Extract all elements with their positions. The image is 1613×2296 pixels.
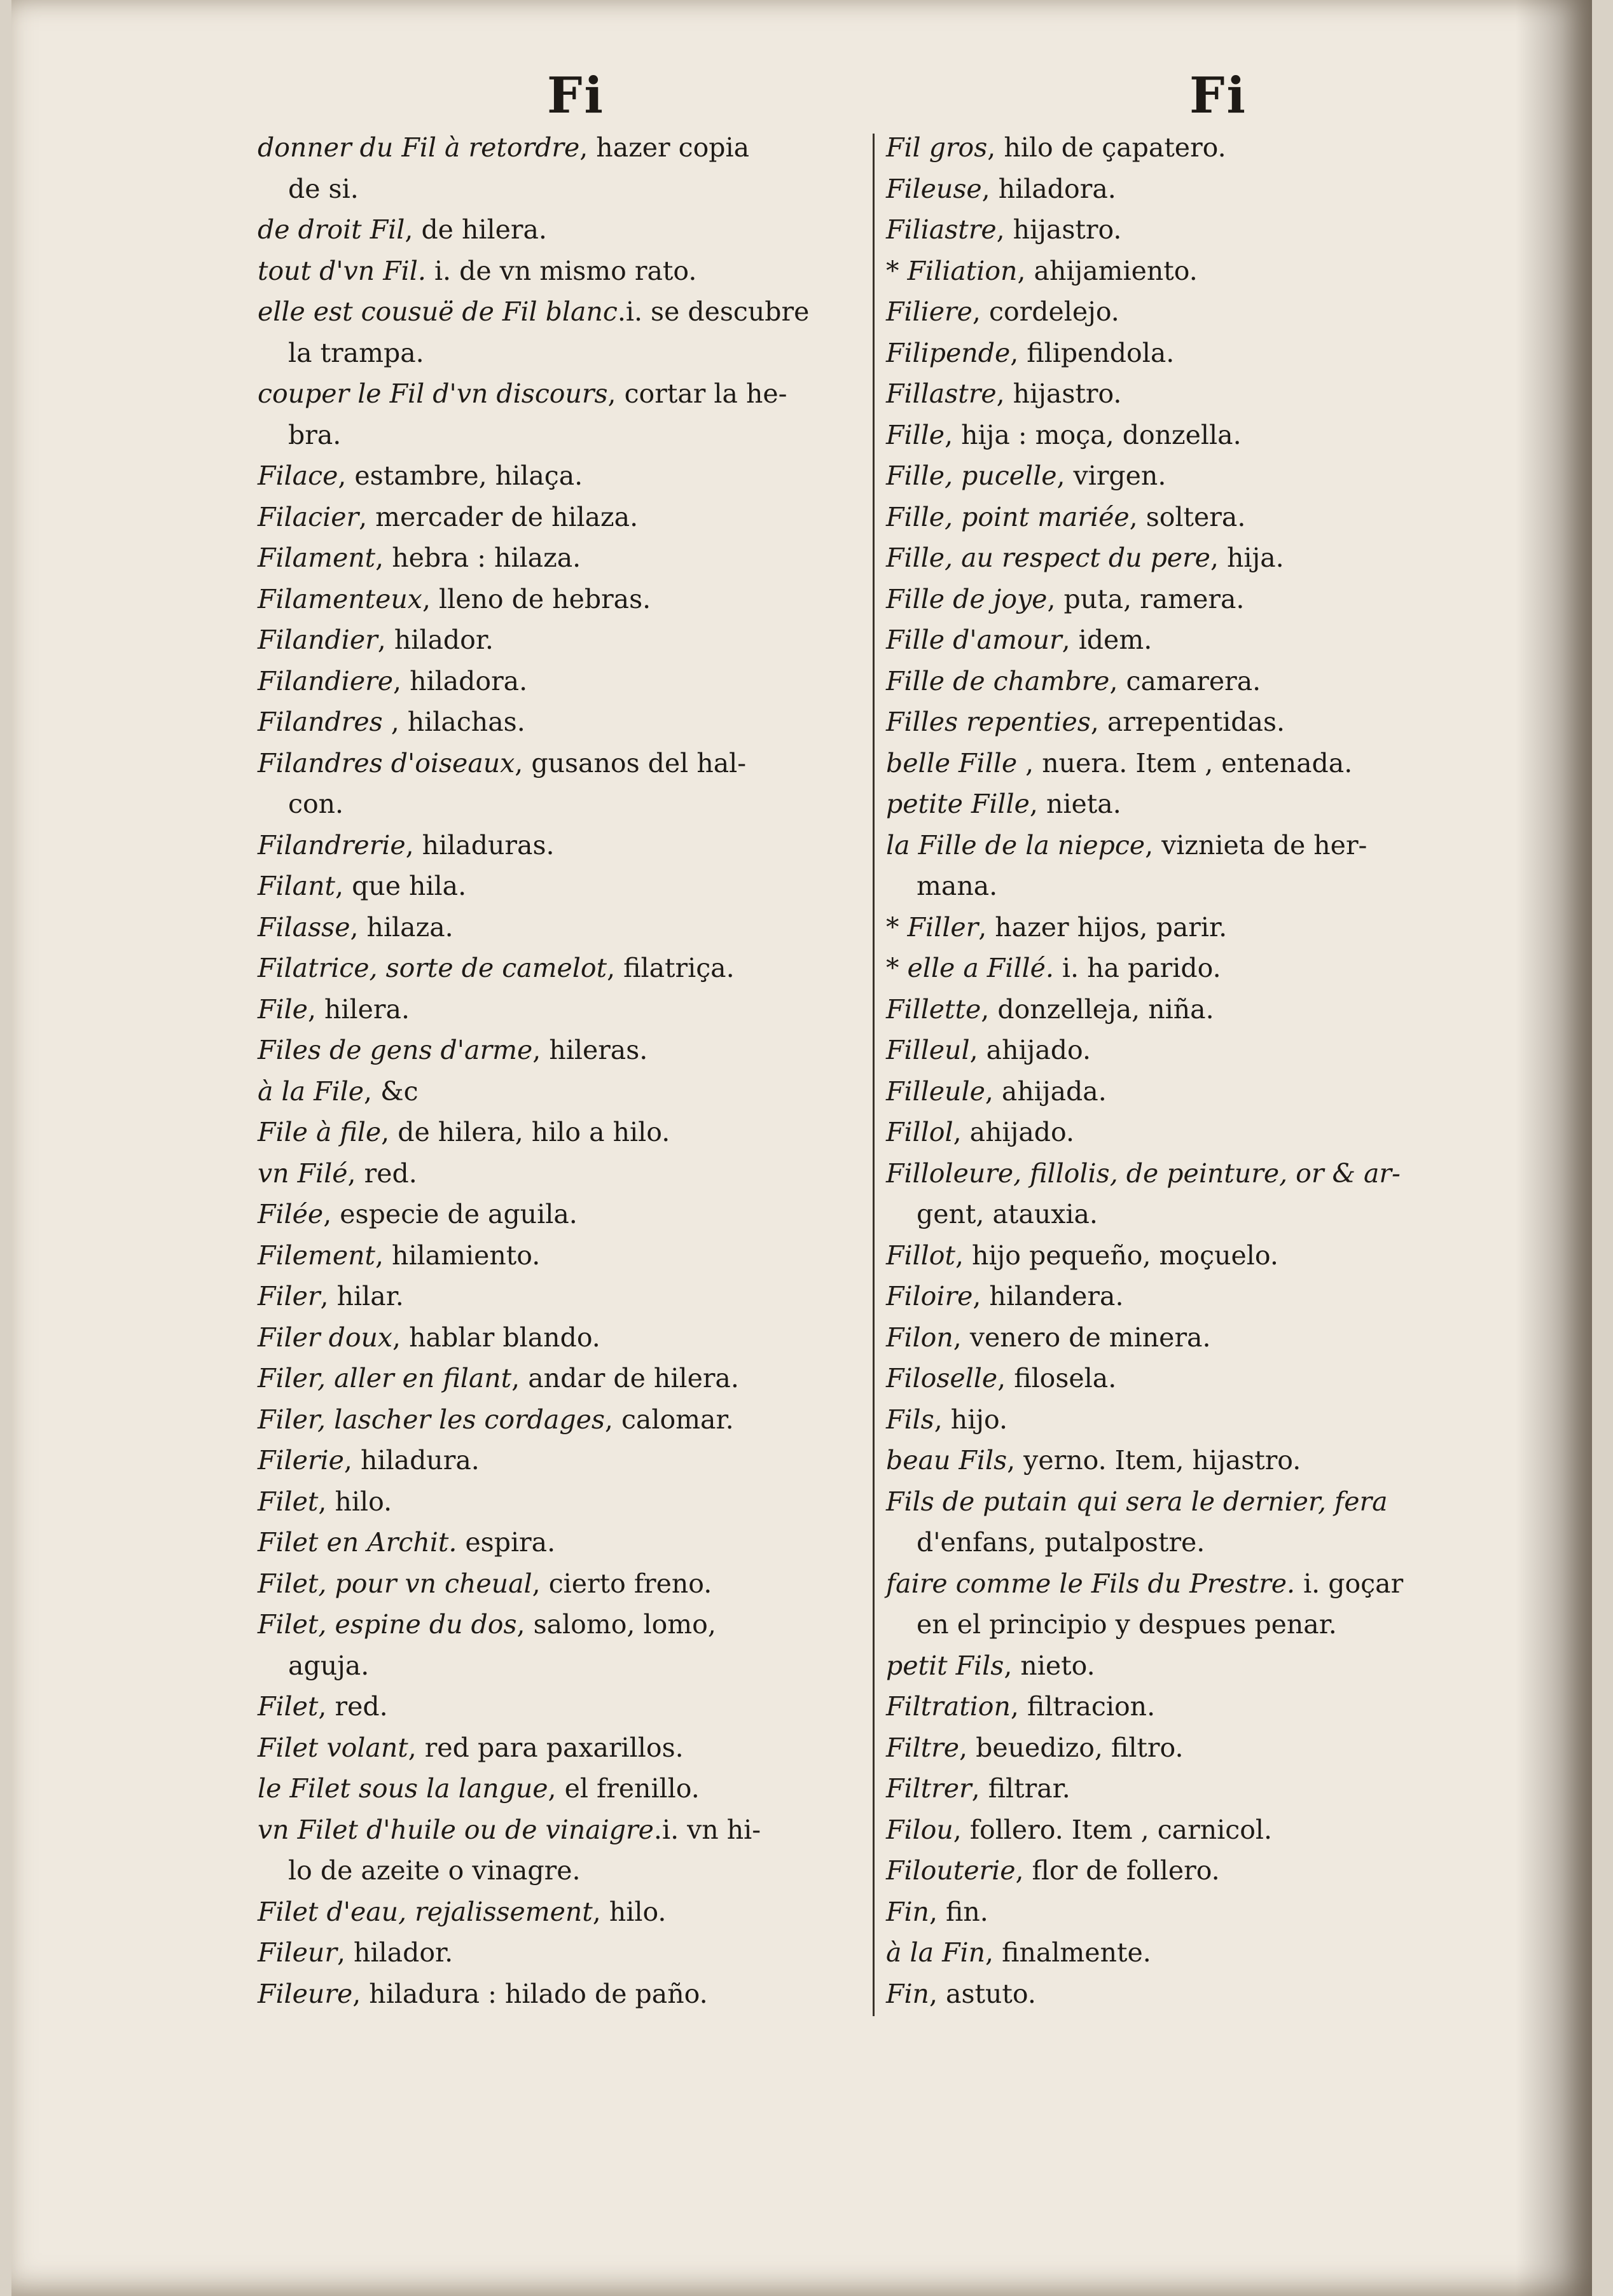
- entry-gloss: , cortar la he-: [607, 378, 787, 409]
- dictionary-entry: [258, 989, 868, 1030]
- dictionary-entry: [258, 1276, 868, 1317]
- dictionary-entry: [258, 1358, 868, 1399]
- entry-gloss: , nieto.: [1004, 1650, 1095, 1681]
- entry-headword: File: [258, 993, 308, 1025]
- entry-headword: Fillastre: [886, 378, 997, 409]
- dictionary-entry: [886, 333, 1497, 374]
- dictionary-entry: [258, 1809, 868, 1851]
- entry-gloss: , el frenillo.: [548, 1773, 700, 1804]
- entry-headword: Filon: [886, 1322, 953, 1353]
- dictionary-entry: [258, 1317, 868, 1359]
- entry-gloss: , hiladora.: [981, 173, 1116, 204]
- entry-headword: Fille, pucelle: [886, 460, 1057, 491]
- dictionary-entry: [886, 251, 1497, 292]
- entry-gloss: , hazer copia: [579, 132, 750, 163]
- dictionary-entry: [886, 1071, 1497, 1112]
- entry-headword: Fils de putain qui sera le dernier, fera: [886, 1486, 1388, 1517]
- entry-headword: Filerie: [258, 1445, 344, 1476]
- dictionary-entry: [258, 1399, 868, 1441]
- entry-headword: Fillol: [886, 1117, 953, 1147]
- dictionary-entry: [886, 1153, 1497, 1194]
- entry-headword: Filant: [258, 871, 335, 901]
- entry-headword: Filandres d'oiseaux: [258, 747, 515, 778]
- entry-gloss: i. goçar: [1295, 1568, 1404, 1599]
- entry-headword: Fil gros: [886, 132, 988, 163]
- dictionary-entry: [886, 1727, 1497, 1769]
- entry-gloss: , andar de hilera.: [511, 1363, 739, 1394]
- entry-gloss: , &c: [364, 1075, 419, 1107]
- entry-gloss: , que hila.: [335, 871, 467, 901]
- dictionary-entry: [886, 415, 1497, 456]
- entry-headword: * elle a Fillé.: [886, 953, 1054, 983]
- entry-gloss: , ahijamiento.: [1017, 255, 1198, 286]
- dictionary-entry: [258, 455, 868, 497]
- dictionary-entry: [886, 579, 1497, 620]
- entry-headword: Filoire: [886, 1281, 973, 1311]
- dictionary-entry: [258, 661, 868, 702]
- entry-gloss: de si.: [288, 173, 359, 204]
- entry-gloss: , red para paxarillos.: [408, 1732, 684, 1763]
- entry-gloss: , puta, ramera.: [1047, 583, 1245, 614]
- entry-headword: File à file: [258, 1117, 382, 1147]
- entry-headword: Filement: [258, 1240, 375, 1271]
- entry-headword: Filleule: [886, 1075, 985, 1107]
- entry-headword: Filament: [258, 543, 376, 573]
- entry-headword: Fileuse: [886, 173, 982, 204]
- entry-headword: Filipende: [886, 337, 1011, 368]
- dictionary-entry: [886, 1481, 1497, 1523]
- entry-headword: Fille de chambre: [886, 665, 1110, 696]
- dictionary-entry: [258, 1071, 868, 1112]
- dictionary-entry: [258, 373, 868, 415]
- dictionary-entry: [258, 497, 868, 538]
- entry-gloss: , hijo.: [934, 1404, 1008, 1435]
- dictionary-entry: [886, 1891, 1497, 1933]
- entry-headword: Filles repenties: [886, 707, 1091, 737]
- dictionary-entry: [886, 537, 1497, 579]
- entry-gloss: , nieta.: [1029, 789, 1121, 819]
- entry-gloss: , gusanos del hal-: [515, 747, 747, 778]
- entry-headword: faire comme le Fils du Prestre.: [886, 1568, 1296, 1599]
- dictionary-entry: [886, 825, 1497, 866]
- dictionary-entry: [886, 989, 1497, 1030]
- dictionary-entry: [258, 825, 868, 866]
- entry-gloss: espira.: [457, 1527, 556, 1558]
- entry-gloss: , hilaza.: [350, 911, 453, 943]
- dictionary-entry: [258, 1235, 868, 1276]
- entry-gloss: , virgen.: [1056, 460, 1166, 491]
- dictionary-entry: [258, 1891, 868, 1933]
- entry-gloss: , arrepentidas.: [1090, 707, 1285, 737]
- entry-headword: Filet, espine du dos: [258, 1609, 517, 1640]
- entry-headword: Filoselle: [886, 1363, 998, 1394]
- dictionary-entry: [258, 1563, 868, 1605]
- entry-gloss: , de hilera.: [405, 214, 547, 245]
- entry-headword: Filiastre: [886, 214, 997, 245]
- entry-headword: Filloleure, fillolis, de peinture, or & ar-: [886, 1158, 1401, 1189]
- entry-gloss: .i. vn hi-: [653, 1814, 761, 1845]
- entry-gloss: , hilar.: [320, 1281, 404, 1311]
- entry-headword: Filtre: [886, 1732, 960, 1763]
- entry-gloss: , soltera.: [1129, 501, 1246, 532]
- entry-headword: Fille: [886, 419, 945, 450]
- entry-gloss: , nuera. Item , entenada.: [1017, 747, 1353, 778]
- entry-gloss: , filipendola.: [1010, 337, 1175, 368]
- entry-headword: Fillot: [886, 1240, 955, 1271]
- entry-headword: Files de gens d'arme: [258, 1035, 533, 1065]
- entry-headword: Fileur: [258, 1937, 337, 1968]
- entry-gloss: i. de vn mismo rato.: [426, 255, 697, 286]
- entry-headword: belle Fille: [886, 747, 1018, 778]
- entry-headword: petit Fils: [886, 1650, 1004, 1681]
- entry-headword: Fille, au respect du pere: [886, 543, 1210, 573]
- entry-headword: Filou: [886, 1814, 953, 1845]
- entry-headword: Fille, point mariée: [886, 501, 1130, 532]
- dictionary-entry: [886, 291, 1497, 333]
- entry-gloss: , hilachas.: [382, 707, 525, 737]
- dictionary-entry: [886, 1440, 1497, 1481]
- dictionary-entry: [258, 1194, 868, 1235]
- entry-headword: Fileure: [258, 1978, 353, 2009]
- entry-gloss: , cierto freno.: [532, 1568, 712, 1599]
- entry-headword: Filée: [258, 1199, 324, 1229]
- entry-gloss: , hijo pequeño, moçuelo.: [955, 1240, 1278, 1271]
- entry-gloss: lo de azeite o vinagre.: [288, 1855, 581, 1886]
- dictionary-entry: [886, 702, 1497, 743]
- dictionary-entry: [258, 209, 868, 251]
- dictionary-entry: [258, 1481, 868, 1523]
- dictionary-entry: [886, 743, 1497, 784]
- entry-continuation: [886, 1522, 1497, 1563]
- entry-gloss: , filatriça.: [607, 953, 735, 983]
- dictionary-entry: [886, 1974, 1497, 2015]
- entry-gloss: , ahijado.: [969, 1035, 1091, 1065]
- entry-gloss: , follero. Item , carnicol.: [953, 1814, 1273, 1845]
- dictionary-entry: [258, 1727, 868, 1769]
- entry-gloss: mana.: [917, 871, 998, 901]
- entry-continuation: [258, 169, 868, 210]
- entry-gloss: , hilandera.: [973, 1281, 1124, 1311]
- running-head-left: Fi: [547, 67, 606, 125]
- column-rule: [873, 134, 875, 2016]
- entry-continuation: [886, 1194, 1497, 1235]
- dictionary-entry: [258, 1440, 868, 1481]
- dictionary-entry: [886, 209, 1497, 251]
- entry-gloss: , filtracion.: [1010, 1691, 1156, 1722]
- entry-headword: vn Filé: [258, 1158, 348, 1189]
- dictionary-entry: [886, 907, 1497, 948]
- entry-headword: donner du Fil à retordre: [258, 132, 580, 163]
- entry-gloss: , hablar blando.: [392, 1322, 600, 1353]
- entry-gloss: , hija : moça, donzella.: [945, 419, 1242, 450]
- entry-gloss: , flor de follero.: [1015, 1855, 1220, 1886]
- dictionary-entry: [886, 1235, 1497, 1276]
- entry-gloss: , red.: [318, 1691, 388, 1722]
- entry-headword: petite Fille: [886, 789, 1030, 819]
- entry-headword: Filer, lascher les cordages: [258, 1404, 605, 1435]
- dictionary-entry: [258, 1604, 868, 1645]
- dictionary-entry: [258, 127, 868, 169]
- entry-gloss: , cordelejo.: [972, 296, 1119, 327]
- entry-headword: * Filler: [886, 911, 979, 943]
- entry-headword: Filouterie: [886, 1855, 1016, 1886]
- dictionary-entry: [258, 1112, 868, 1153]
- dictionary-entry: [886, 619, 1497, 661]
- entry-headword: de droit Fil: [258, 214, 405, 245]
- entry-gloss: , yerno. Item, hijastro.: [1007, 1445, 1301, 1476]
- entry-gloss: d'enfans, putalpostre.: [917, 1527, 1205, 1558]
- dictionary-entry: [886, 1932, 1497, 1974]
- dictionary-entry: [258, 948, 868, 989]
- entry-gloss: , hijastro.: [996, 378, 1122, 409]
- entry-headword: à la Fin: [886, 1937, 986, 1968]
- dictionary-entry: [886, 1809, 1497, 1851]
- entry-gloss: aguja.: [288, 1650, 370, 1681]
- dictionary-entry: [886, 1768, 1497, 1809]
- entry-gloss: , hija.: [1210, 543, 1284, 573]
- dictionary-entry: [258, 1686, 868, 1727]
- entry-gloss: , camarera.: [1109, 665, 1261, 696]
- dictionary-entry: [258, 291, 868, 333]
- dictionary-entry: [886, 169, 1497, 210]
- entry-continuation: [258, 333, 868, 374]
- dictionary-entry: [258, 1522, 868, 1563]
- entry-gloss: i. ha parido.: [1053, 953, 1221, 983]
- entry-gloss: , hiladura : hilado de paño.: [352, 1978, 708, 2009]
- entry-headword: Fille de joye: [886, 583, 1048, 614]
- entry-gloss: , hilo.: [592, 1896, 667, 1927]
- entry-gloss: , idem.: [1062, 625, 1153, 655]
- entry-gloss: , finalmente.: [985, 1937, 1151, 1968]
- entry-continuation: [886, 1604, 1497, 1645]
- dictionary-entry: [886, 1317, 1497, 1359]
- dictionary-entry: [886, 1686, 1497, 1727]
- entry-continuation: [258, 1645, 868, 1687]
- entry-headword: beau Fils: [886, 1445, 1007, 1476]
- entry-gloss: , hilera.: [307, 993, 410, 1025]
- dictionary-entry: [258, 1153, 868, 1194]
- entry-headword: à la File: [258, 1075, 364, 1107]
- entry-gloss: .i. se descubre: [617, 296, 810, 327]
- entry-headword: * Filiation: [886, 255, 1018, 286]
- right-entries: [886, 127, 1497, 2014]
- dictionary-entry: [258, 1030, 868, 1071]
- entry-continuation: [258, 415, 868, 456]
- dictionary-entry: [258, 619, 868, 661]
- dictionary-entry: [886, 948, 1497, 989]
- entry-headword: vn Filet d'huile ou de vinaigre: [258, 1814, 654, 1845]
- dictionary-entry: [886, 1358, 1497, 1399]
- dictionary-entry: [886, 1030, 1497, 1071]
- entry-gloss: , ahijado.: [953, 1117, 1075, 1147]
- entry-gloss: , hilador.: [377, 625, 494, 655]
- dictionary-entry: [258, 1768, 868, 1809]
- entry-headword: Filet: [258, 1486, 319, 1517]
- dictionary-entry: [886, 784, 1497, 825]
- dictionary-entry: [886, 373, 1497, 415]
- running-head-right: Fi: [1189, 67, 1248, 125]
- entry-headword: Filatrice, sorte de camelot: [258, 953, 607, 983]
- dictionary-entry: [258, 702, 868, 743]
- dictionary-entry: [886, 455, 1497, 497]
- dictionary-entry: [258, 1974, 868, 2015]
- dictionary-entry: [258, 866, 868, 907]
- entry-gloss: , hijastro.: [996, 214, 1122, 245]
- entry-headword: Filamenteux: [258, 583, 422, 614]
- entry-gloss: gent, atauxia.: [917, 1199, 1098, 1229]
- entry-gloss: , mercader de hilaza.: [359, 501, 639, 532]
- entry-gloss: , de hilera, hilo a hilo.: [381, 1117, 670, 1147]
- entry-gloss: , hiladura.: [343, 1445, 480, 1476]
- entry-gloss: , beuedizo, filtro.: [959, 1732, 1184, 1763]
- entry-headword: Filandiere: [258, 665, 394, 696]
- entry-gloss: , hiladuras.: [405, 829, 555, 861]
- entry-headword: Filet volant: [258, 1732, 408, 1763]
- entry-headword: Filer, aller en filant: [258, 1363, 512, 1394]
- entry-gloss: , lleno de hebras.: [422, 583, 651, 614]
- entry-headword: Filet, pour vn cheual: [258, 1568, 532, 1599]
- entry-headword: Filasse: [258, 911, 350, 943]
- entry-gloss: , hilo.: [318, 1486, 392, 1517]
- entry-continuation: [886, 866, 1497, 907]
- entry-gloss: , hilamiento.: [375, 1240, 541, 1271]
- entry-gloss: , donzelleja, niña.: [981, 993, 1214, 1025]
- dictionary-entry: [886, 1563, 1497, 1605]
- entry-gloss: , salomo, lomo,: [516, 1609, 716, 1640]
- entry-headword: Filet en Archit.: [258, 1527, 457, 1558]
- entry-headword: Filtration: [886, 1691, 1011, 1722]
- entry-continuation: [258, 1850, 868, 1891]
- dictionary-entry: [886, 1276, 1497, 1317]
- entry-gloss: , filosela.: [997, 1363, 1117, 1394]
- entry-headword: le Filet sous la langue: [258, 1773, 548, 1804]
- entry-headword: tout d'vn Fil.: [258, 255, 426, 286]
- entry-gloss: , hiladora.: [393, 665, 528, 696]
- entry-gloss: , hebra : hilaza.: [375, 543, 581, 573]
- dictionary-entry: [886, 1112, 1497, 1153]
- entry-continuation: [258, 784, 868, 825]
- dictionary-entry: [886, 1645, 1497, 1687]
- entry-headword: Filet d'eau, rejalissement: [258, 1896, 593, 1927]
- entry-headword: Fillette: [886, 993, 981, 1025]
- entry-gloss: , estambre, hilaça.: [338, 460, 583, 491]
- entry-gloss: , hilador.: [336, 1937, 453, 1968]
- entry-headword: Fils: [886, 1404, 934, 1435]
- dictionary-entry: [258, 1932, 868, 1974]
- entry-gloss: , hilo de çapatero.: [987, 132, 1226, 163]
- dictionary-entry: [886, 127, 1497, 169]
- entry-headword: la Fille de la niepce: [886, 829, 1146, 861]
- entry-gloss: , astuto.: [929, 1978, 1036, 2009]
- entry-headword: elle est cousuë de Fil blanc: [258, 296, 618, 327]
- entry-headword: Filleul: [886, 1035, 970, 1065]
- dictionary-entry: [258, 251, 868, 292]
- dictionary-entry: [258, 579, 868, 620]
- entry-gloss: bra.: [288, 419, 342, 450]
- entry-headword: Filacier: [258, 501, 359, 532]
- entry-headword: Filace: [258, 460, 338, 491]
- dictionary-entry: [258, 907, 868, 948]
- entry-gloss: , especie de aguila.: [323, 1199, 578, 1229]
- entry-headword: Fin: [886, 1978, 929, 2009]
- entry-headword: Fin: [886, 1896, 929, 1927]
- entry-gloss: , ahijada.: [985, 1075, 1107, 1107]
- entry-gloss: , calomar.: [604, 1404, 734, 1435]
- left-entries: [258, 127, 868, 2014]
- entry-headword: Fille d'amour: [886, 625, 1062, 655]
- entry-headword: Filandier: [258, 625, 378, 655]
- entry-headword: Filer: [258, 1281, 321, 1311]
- dictionary-entry: [886, 1399, 1497, 1441]
- dictionary-entry: [258, 743, 868, 784]
- entry-gloss: , filtrar.: [971, 1773, 1070, 1804]
- entry-gloss: la trampa.: [288, 337, 424, 368]
- dictionary-entry: [886, 497, 1497, 538]
- entry-headword: Filiere: [886, 296, 973, 327]
- entry-headword: Filandrerie: [258, 829, 406, 861]
- entry-gloss: , red.: [347, 1158, 417, 1189]
- dictionary-entry: [886, 1850, 1497, 1891]
- entry-headword: Filandres: [258, 707, 383, 737]
- entry-headword: Filet: [258, 1691, 319, 1722]
- entry-gloss: , fin.: [929, 1896, 988, 1927]
- entry-headword: Filer doux: [258, 1322, 393, 1353]
- entry-headword: couper le Fil d'vn discours: [258, 378, 608, 409]
- dictionary-entry: [886, 661, 1497, 702]
- entry-gloss: , hazer hijos, parir.: [978, 911, 1228, 943]
- entry-gloss: , viznieta de her-: [1145, 829, 1367, 861]
- entry-headword: Filtrer: [886, 1773, 972, 1804]
- entry-gloss: con.: [288, 789, 344, 819]
- dictionary-entry: [258, 537, 868, 579]
- entry-gloss: , hileras.: [532, 1035, 648, 1065]
- gutter-shadow: [1516, 0, 1592, 2296]
- entry-gloss: , venero de minera.: [953, 1322, 1211, 1353]
- entry-gloss: en el principio y despues penar.: [917, 1609, 1337, 1640]
